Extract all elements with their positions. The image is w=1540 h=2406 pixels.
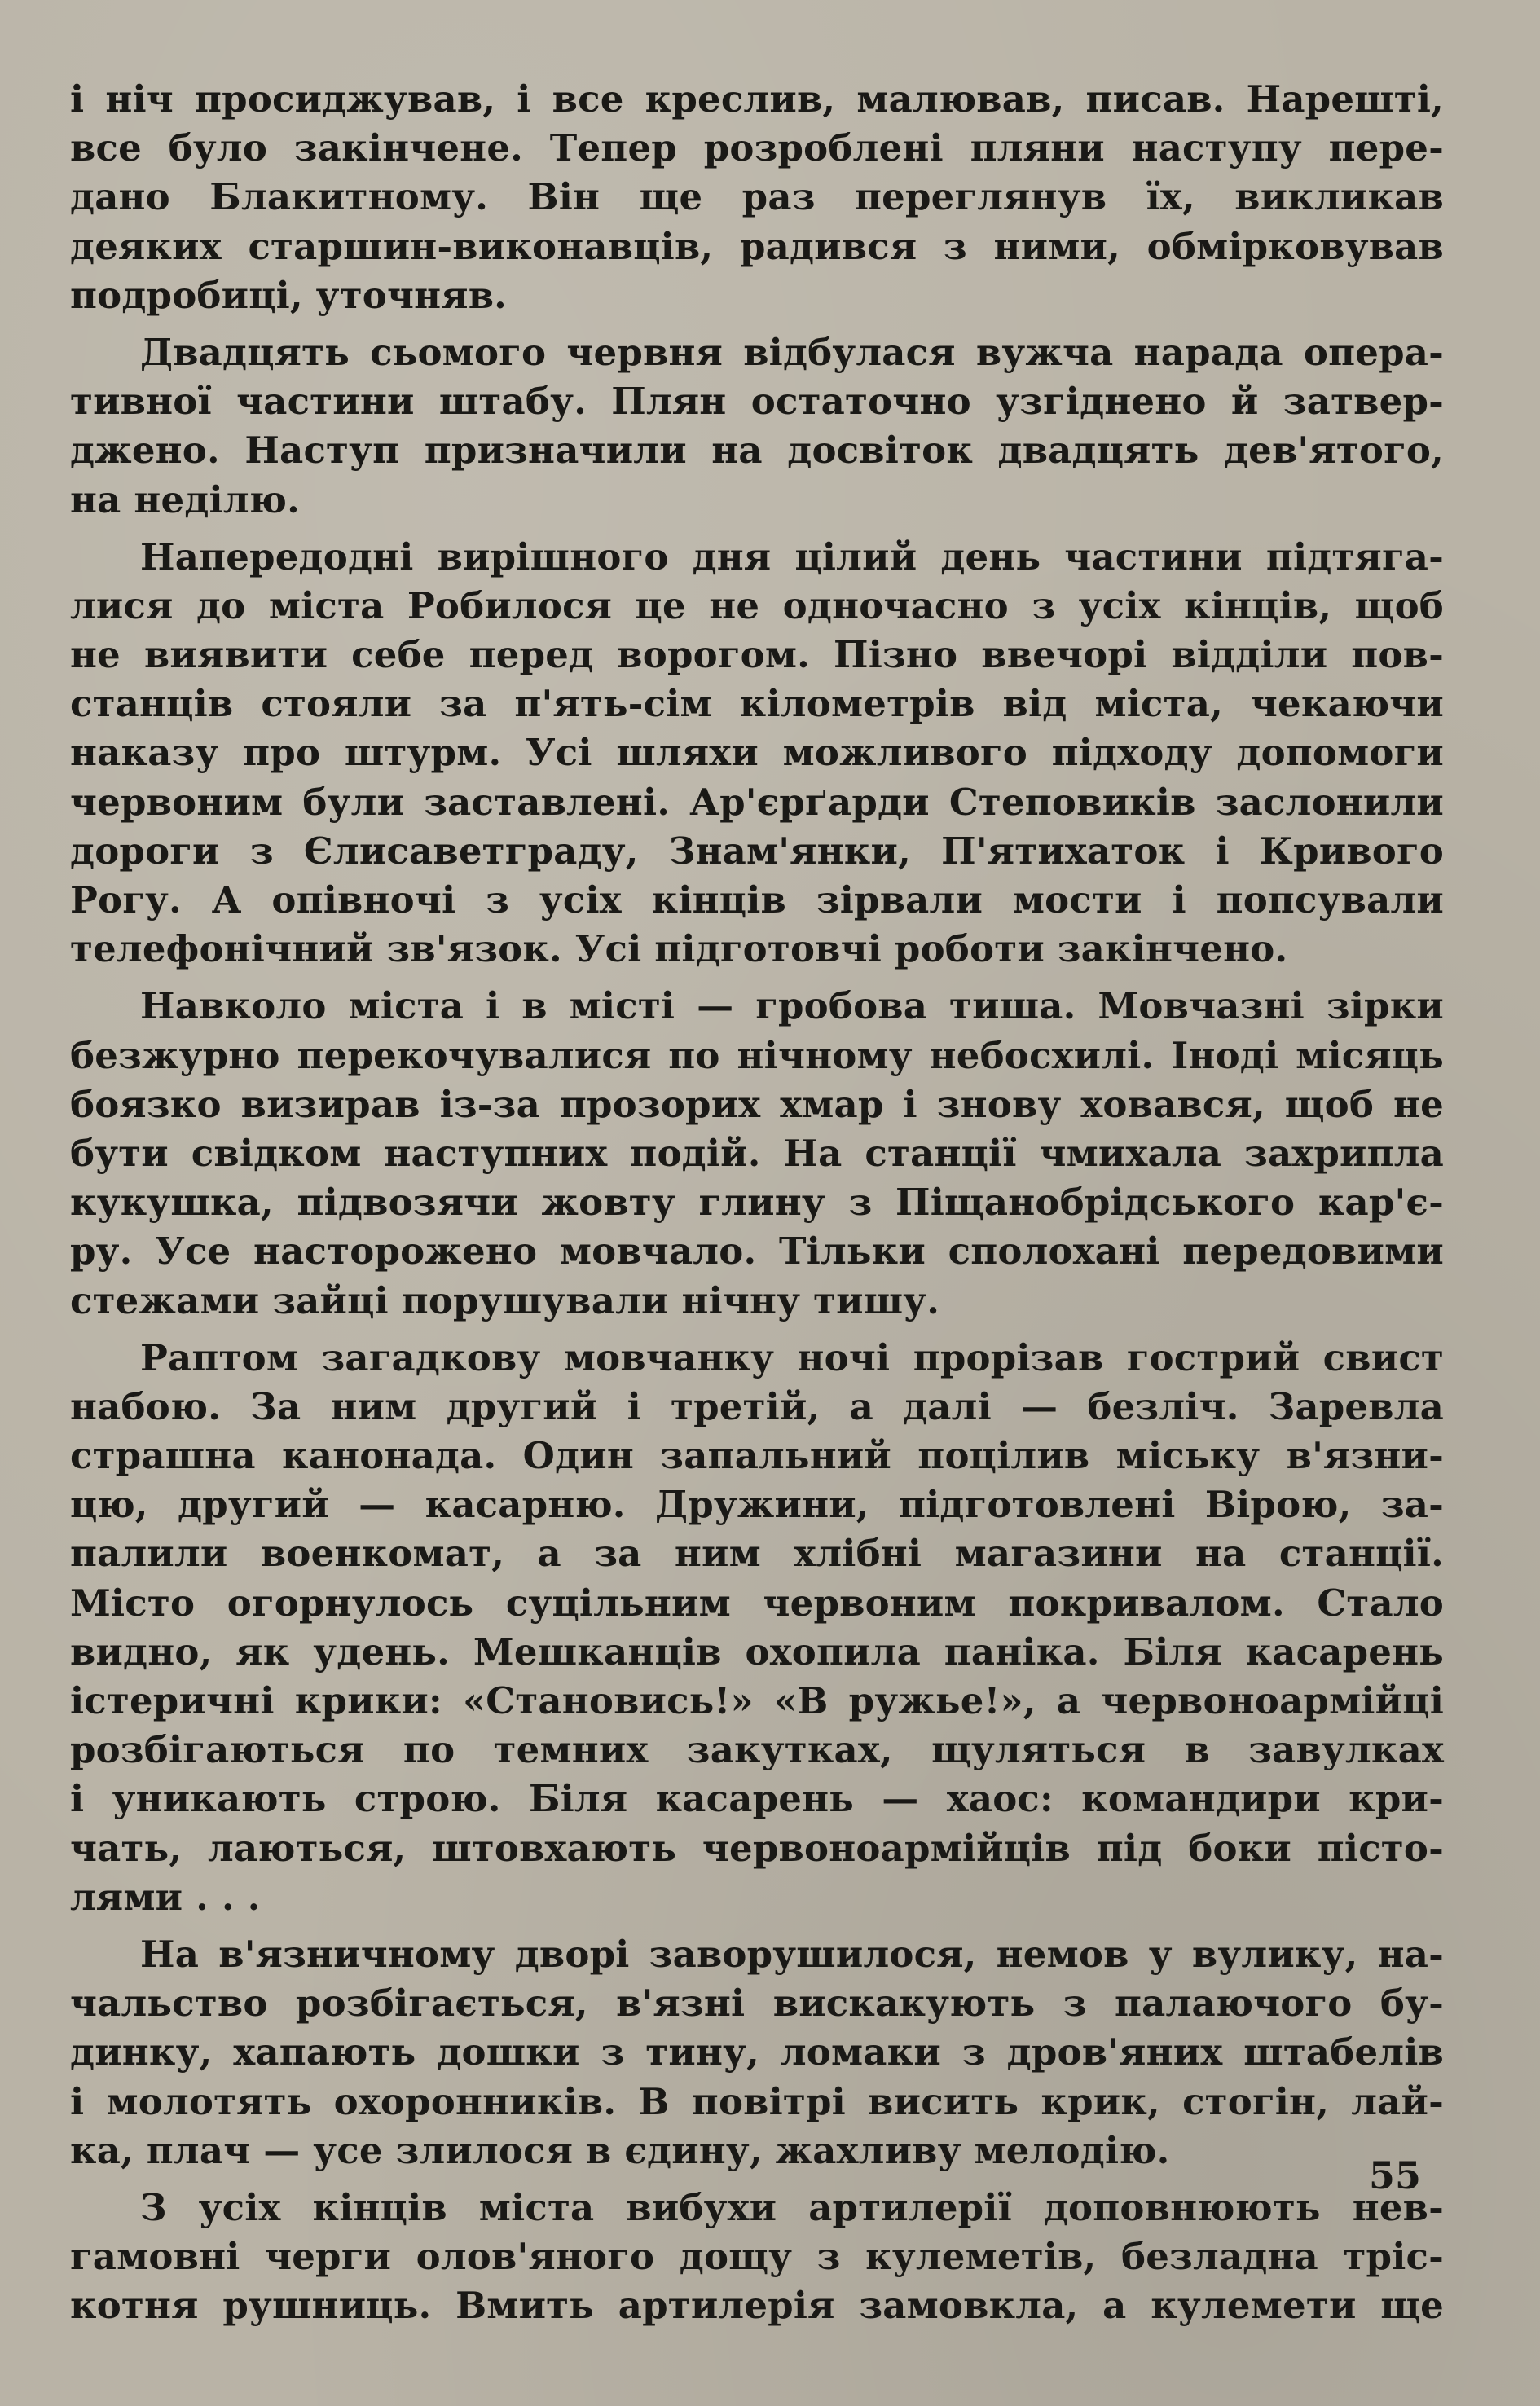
text-line: цю, другий — касарню. Дружини, підготовлені Вірою, за-: [70, 1483, 1444, 1527]
text-line: телефонічний зв'язок. Усі підготовчі роботи закінчено.: [70, 927, 1288, 971]
text-line: чать, лаються, штовхають червоноармійців під боки пісто-: [70, 1826, 1444, 1870]
text-line: Навколо міста і в місті — гробова тиша. Мовчазні зірки: [140, 984, 1444, 1028]
text-line: котня рушниць. Вмить артилерія замовкла, а кулемети ще: [70, 2284, 1444, 2328]
text-line: стежами зайці порушували нічну тишу.: [70, 1278, 940, 1322]
text-line: дано Блакитному. Він ще раз переглянув їх, викликав: [70, 175, 1444, 219]
paragraph: [70, 75, 1444, 320]
text-line: не виявити себе перед ворогом. Пізно ввечорі відділи пов-: [70, 633, 1444, 677]
text-line: станців стояли за п'ять-сім кілометрів від міста, чекаючи: [70, 682, 1444, 726]
text-line: Двадцять сьомого червня відбулася вужча нарада опера-: [140, 330, 1444, 374]
text-line: подробиці, уточняв.: [70, 273, 508, 317]
text-line: Раптом загадкову мовчанку ночі прорізав гострий свист: [140, 1335, 1444, 1379]
paragraph: [70, 533, 1444, 974]
text-line: все було закінчене. Тепер розроблені пляни наступу пере-: [70, 126, 1444, 170]
text-line: палили военкомат, а за ним хлібні магазини на станції.: [70, 1532, 1444, 1576]
text-line: і уникають строю. Біля касарень — хаос: командири кри-: [70, 1777, 1444, 1821]
text-line: істеричні крики: «Становись!» «В ружье!», а червоноармійці: [70, 1679, 1444, 1722]
text-line: На в'язничному дворі заворушилося, немов у вулику, на-: [140, 1932, 1444, 1976]
text-line: Рогу. А опівночі з усіх кінців зірвали мости і попсували: [70, 878, 1444, 921]
text-line: і молотять охоронників. В повітрі висить крик, стогін, лай-: [70, 2079, 1444, 2123]
text-line: джено. Наступ призначили на досвіток двадцять дев'ятого,: [70, 429, 1444, 473]
text-line: динку, хапають дошки з тину, ломаки з дров'яних штабелів: [70, 2030, 1444, 2074]
text-line: дороги з Єлисаветграду, Знам'янки, П'ятихаток і Кривого: [70, 829, 1444, 873]
text-line: З усіх кінців міста вибухи артилерії доповнюють нев-: [140, 2185, 1444, 2229]
text-line: лями . . .: [70, 1875, 261, 1919]
text-line: і ніч просиджував, і все креслив, малював, писав. Нарешті,: [70, 77, 1444, 121]
text-line: боязко визирав із-за прозорих хмар і знову ховався, щоб не: [70, 1082, 1444, 1126]
text-line: деяких старшин-виконавців, радився з ними, обмірковував: [70, 224, 1444, 268]
text-line: Напередодні вирішного дня цілий день частини підтяга-: [140, 534, 1444, 578]
paragraph: [70, 328, 1444, 525]
text-line: розбігаються по темних закутках, щуляться в завулках: [70, 1728, 1444, 1772]
text-line: ка, плач — усе злилося в єдину, жахливу мелодію.: [70, 2128, 1170, 2172]
text-line: Місто огорнулось суцільним червоним покривалом. Стало: [70, 1581, 1444, 1625]
text-line: наказу про штурм. Усі шляхи можливого підходу допомоги: [70, 731, 1444, 775]
text-line: ру. Усе насторожено мовчало. Тільки сполохані передовими: [70, 1229, 1444, 1273]
text-line: чальство розбігається, в'язні вискакують з палаючого бу-: [70, 1982, 1444, 2026]
text-line: набою. За ним другий і третій, а далі — безліч. Заревла: [70, 1384, 1444, 1428]
page-number: 55: [1369, 2153, 1422, 2197]
paragraph: [70, 1930, 1444, 2175]
paragraph: [70, 1334, 1444, 1922]
text-line: тивної частини штабу. Плян остаточно узгіднено й затвер-: [70, 380, 1444, 424]
paragraph: [70, 2184, 1444, 2331]
text-line: страшна канонада. Один запальний поцілив міську в'язни-: [70, 1434, 1444, 1478]
text-line: кукушка, підвозячи жовту глину з Піщанобрідського кар'є-: [70, 1181, 1444, 1225]
page-body-text: [70, 75, 1444, 2330]
text-line: гамовні черги олов'яного дощу з кулеметів, безладна тріс-: [70, 2235, 1444, 2279]
text-line: лися до міста Робилося це не одночасно з усіх кінців, щоб: [70, 583, 1444, 627]
text-line: бути свідком наступних подій. На станції чмихала захрипла: [70, 1131, 1444, 1175]
text-line: безжурно перекочувалися по нічному небосхилі. Іноді місяць: [70, 1033, 1444, 1077]
text-line: червоним були заставлені. Ар'єрґарди Степовиків заслонили: [70, 780, 1444, 824]
text-line: на неділю.: [70, 477, 300, 521]
paragraph: [70, 982, 1444, 1325]
text-line: видно, як удень. Мешканців охопила паніка. Біля касарень: [70, 1630, 1444, 1674]
